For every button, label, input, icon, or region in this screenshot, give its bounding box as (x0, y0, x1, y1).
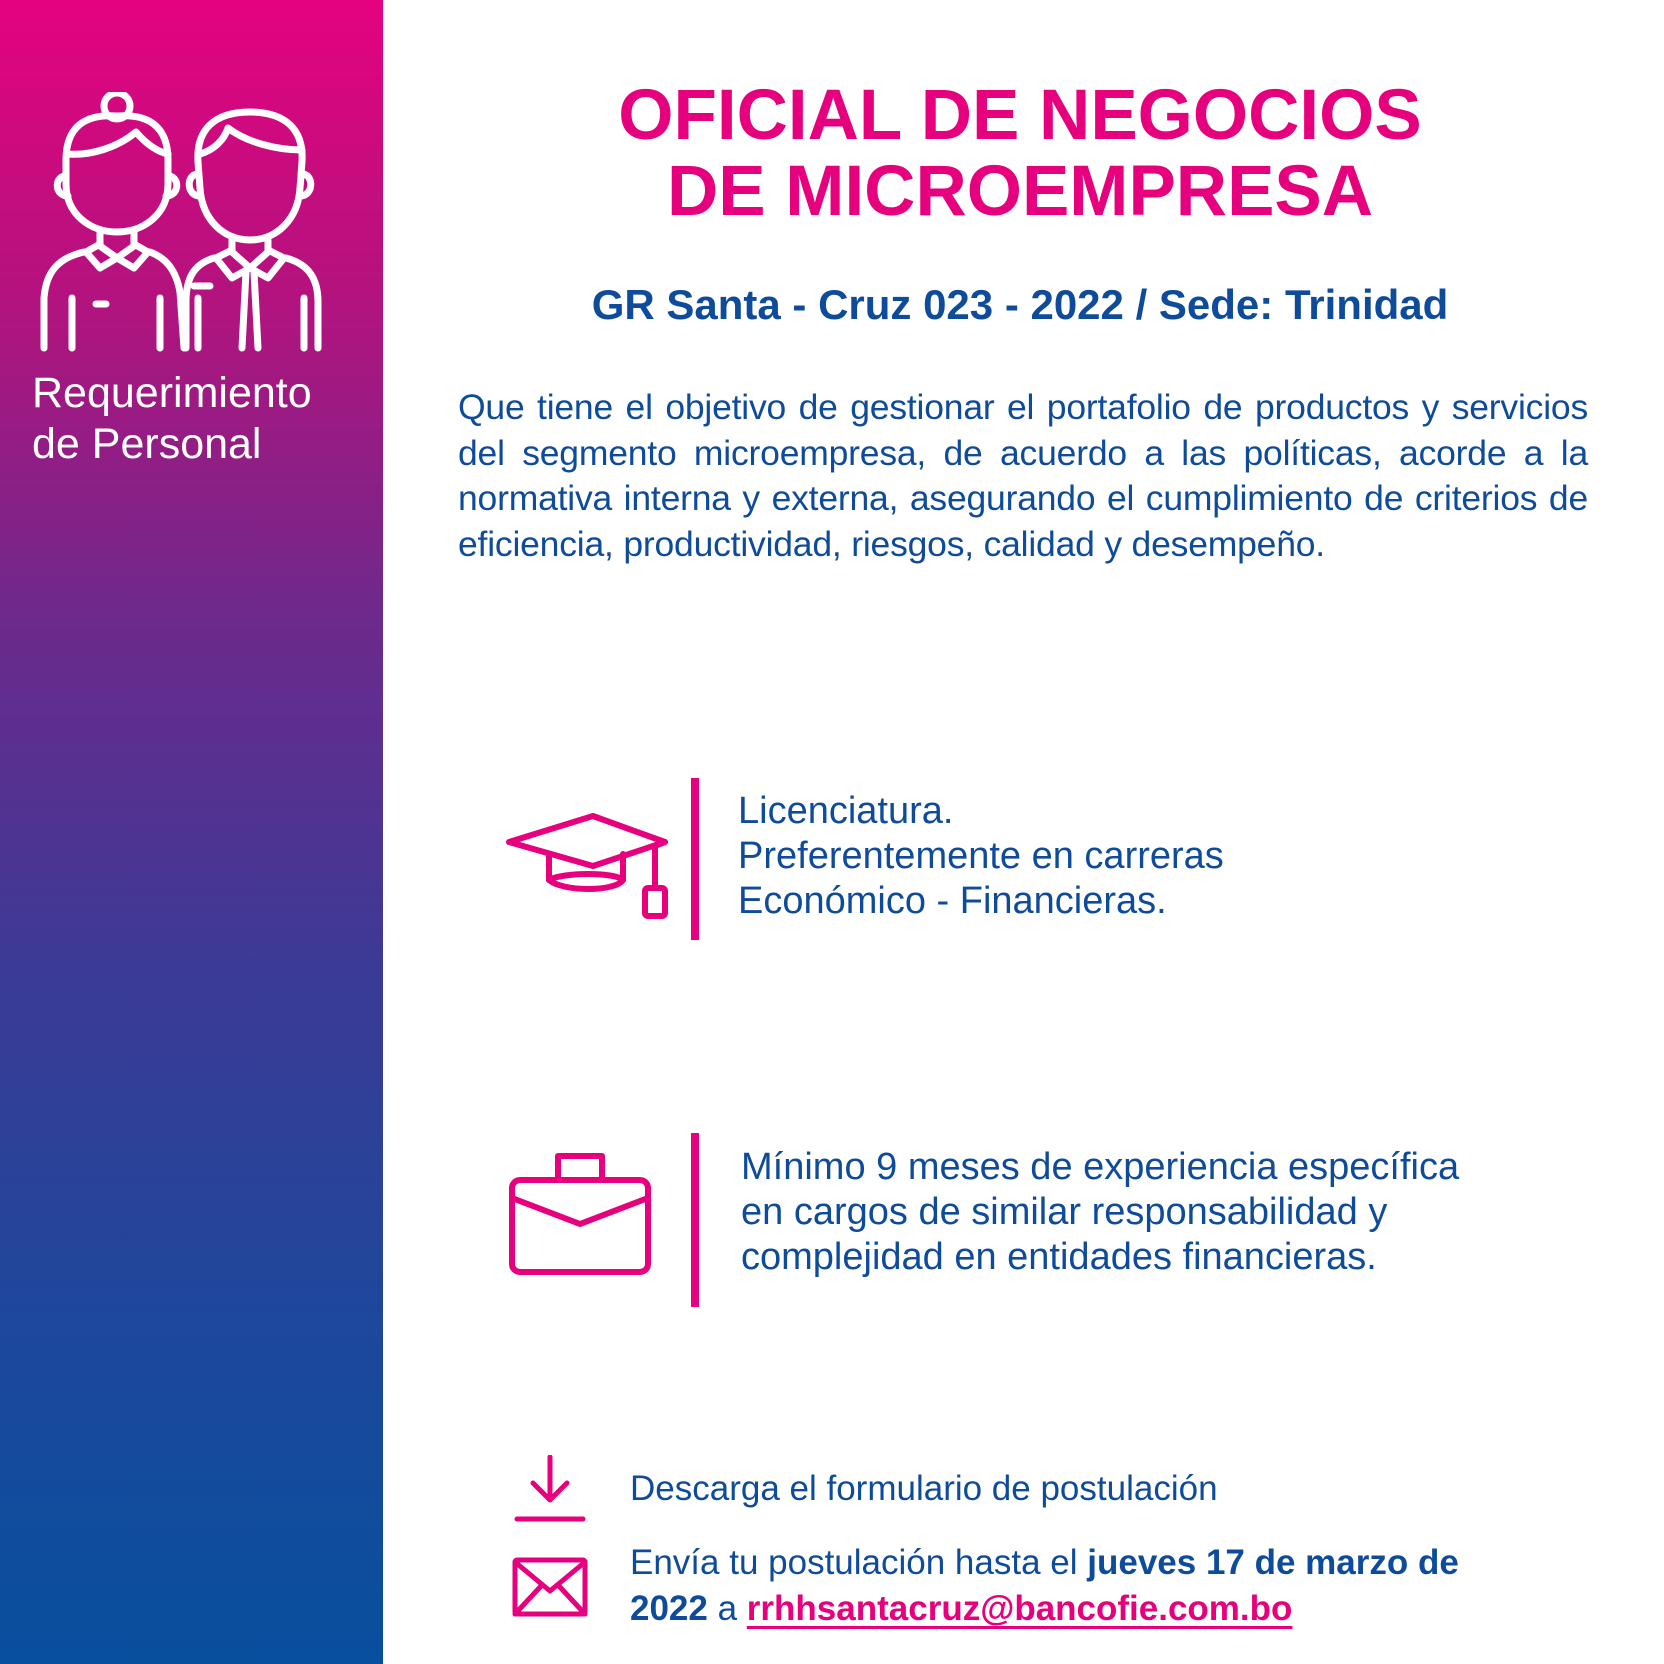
experience-line1: Mínimo 9 meses de experiencia específica (741, 1146, 1460, 1188)
graduation-cap-icon (505, 810, 675, 920)
sidebar-label (32, 368, 372, 470)
education-line2: Preferentemente en carreras (738, 835, 1224, 877)
send-prefix: Envía tu postulación hasta el (630, 1543, 1088, 1582)
experience-line2: en cargos de similar responsabilidad y (741, 1191, 1388, 1233)
deadline-date: jueves 17 de marzo de 2022 (630, 1543, 1459, 1628)
experience-requirement (741, 1145, 1581, 1280)
page-subtitle: GR Santa - Cruz 023 - 2022 / Sede: Trinidad (591, 281, 1449, 328)
page-title (470, 78, 1570, 230)
education-line1: Licenciatura. (738, 790, 954, 832)
experience-line3: complejidad en entidades financieras. (741, 1236, 1377, 1278)
people-icon (36, 92, 336, 352)
download-icon[interactable] (513, 1455, 587, 1523)
send-instructions (630, 1540, 1530, 1632)
send-connector: a (707, 1589, 747, 1628)
experience-divider (691, 1133, 699, 1307)
sidebar-label-line2: de Personal (32, 420, 262, 468)
sidebar (0, 0, 383, 1664)
sidebar-label-line1: Requerimiento (32, 369, 312, 417)
briefcase-icon (508, 1150, 654, 1276)
mail-icon (512, 1557, 588, 1617)
download-form-link[interactable]: Descarga el formulario de postulación (630, 1469, 1218, 1508)
job-description: Que tiene el objetivo de gestionar el portafolio de productos y servicios del segmento microempresa, de acuerdo a las políticas, acorde a la normativa interna y externa, asegurando el cumplimiento de criterios de eficiencia, productividad, riesgos, calidad y desempeño. (458, 387, 1588, 564)
title-line1: OFICIAL DE NEGOCIOS (618, 76, 1422, 155)
education-divider (691, 778, 699, 940)
education-line3: Económico - Financieras. (738, 880, 1167, 922)
title-line2: DE MICROEMPRESA (666, 152, 1374, 231)
education-requirement (738, 789, 1558, 924)
email-link[interactable]: rrhhsantacruz@bancofie.com.bo (746, 1589, 1293, 1628)
